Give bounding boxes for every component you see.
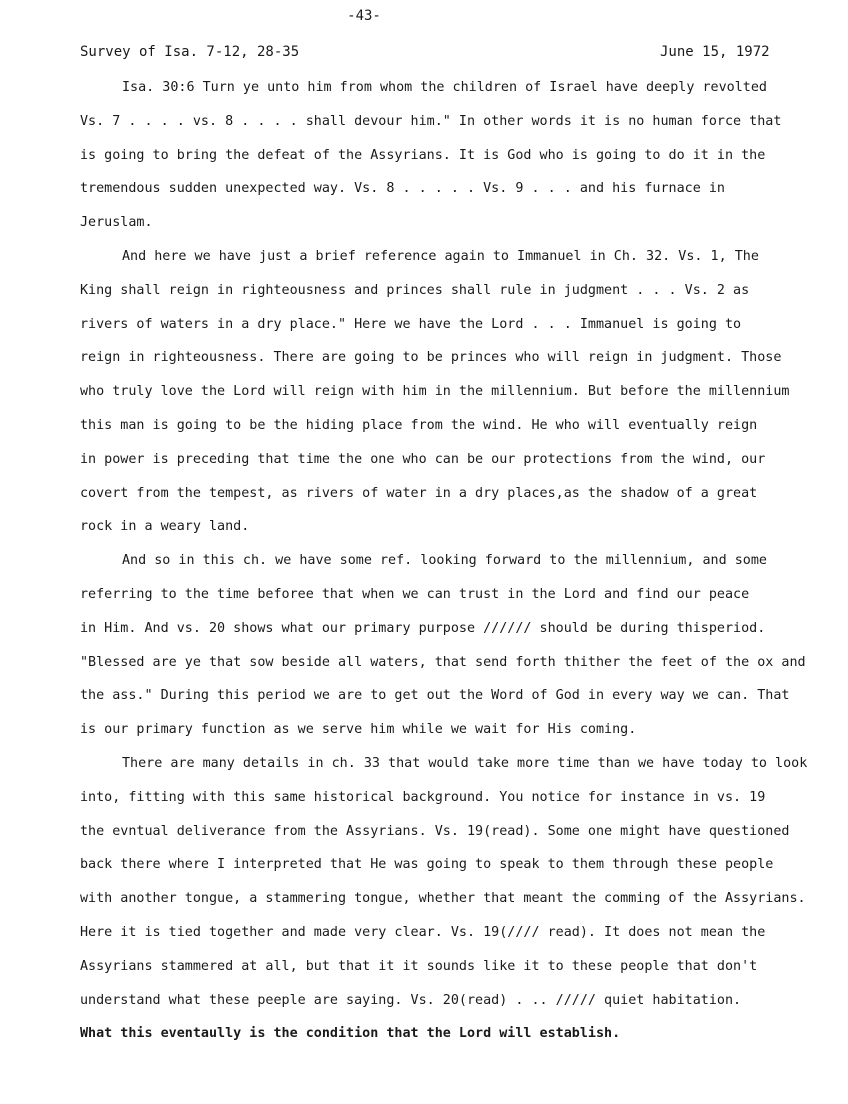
text-line: Here it is tied together and made very clear. Vs. 19(//// read). It does not mean the [80, 924, 766, 940]
text-line: King shall reign in righteousness and princes shall rule in judgment . . . Vs. 2 as [80, 282, 750, 298]
page-number: -43- [347, 8, 381, 24]
text-line: into, fitting with this same historical background. You notice for instance in vs. 19 [80, 789, 766, 805]
document-date: June 15, 1972 [660, 44, 770, 60]
text-line: the evntual deliverance from the Assyrians. Vs. 19(read). Some one might have questioned [80, 823, 790, 839]
body-text [80, 71, 840, 1051]
text-line: is going to bring the defeat of the Assyrians. It is God who is going to do it in the [80, 147, 766, 163]
text-line: rock in a weary land. [80, 519, 250, 535]
text-line: understand what these peeple are saying. Vs. 20(read) . .. ///// quiet habitation. [80, 992, 742, 1008]
text-line: tremendous sudden unexpected way. Vs. 8 . . . . . Vs. 9 . . . and his furnace in [80, 181, 725, 197]
text-line: referring to the time beforee that when we can trust in the Lord and find our peace [80, 586, 750, 602]
text-line: There are many details in ch. 33 that would take more time than we have today to look [122, 755, 808, 771]
text-line: the ass." During this period we are to get out the Word of God in every way we can. That [80, 688, 790, 704]
text-line: in power is preceding that time the one who can be our protections from the wind, our [80, 451, 766, 467]
text-line: Vs. 7 . . . . vs. 8 . . . . shall devour him." In other words it is no human force that [80, 113, 782, 129]
text-line: And so in this ch. we have some ref. looking forward to the millennium, and some [122, 553, 767, 569]
text-line: Isa. 30:6 Turn ye unto him from whom the children of Israel have deeply revolted [122, 80, 767, 95]
text-line: with another tongue, a stammering tongue, whether that meant the comming of the Assyrians. [80, 891, 806, 907]
text-line: in Him. And vs. 20 shows what our primary purpose ////// should be during thisperiod. [80, 620, 766, 636]
text-line: And here we have just a brief reference again to Immanuel in Ch. 32. Vs. 1, The [122, 248, 759, 264]
text-line: this man is going to be the hiding place from the wind. He who will eventually reign [80, 417, 758, 433]
text-line: covert from the tempest, as rivers of water in a dry places,as the shadow of a great [80, 485, 758, 501]
text-line: rivers of waters in a dry place." Here we have the Lord . . . Immanuel is going to [80, 316, 742, 332]
text-line: "Blessed are ye that sow beside all waters, that send forth thither the feet of the ox and [80, 654, 806, 670]
document-title: Survey of Isa. 7-12, 28-35 [80, 44, 300, 60]
text-line: reign in righteousness. There are going to be princes who will reign in judgment. Those [80, 350, 782, 366]
text-line: who truly love the Lord will reign with him in the millennium. But before the millennium [80, 384, 790, 400]
text-line: back there where I interpreted that He was going to speak to them through these people [80, 857, 774, 873]
text-line: is our primary function as we serve him while we wait for His coming. [80, 722, 637, 738]
text-line: What this eventaully is the condition that the Lord will establish. [80, 1026, 621, 1042]
text-line: Assyrians stammered at all, but that it it sounds like it to these people that don't [80, 958, 758, 974]
text-line: Jeruslam. [80, 215, 153, 231]
